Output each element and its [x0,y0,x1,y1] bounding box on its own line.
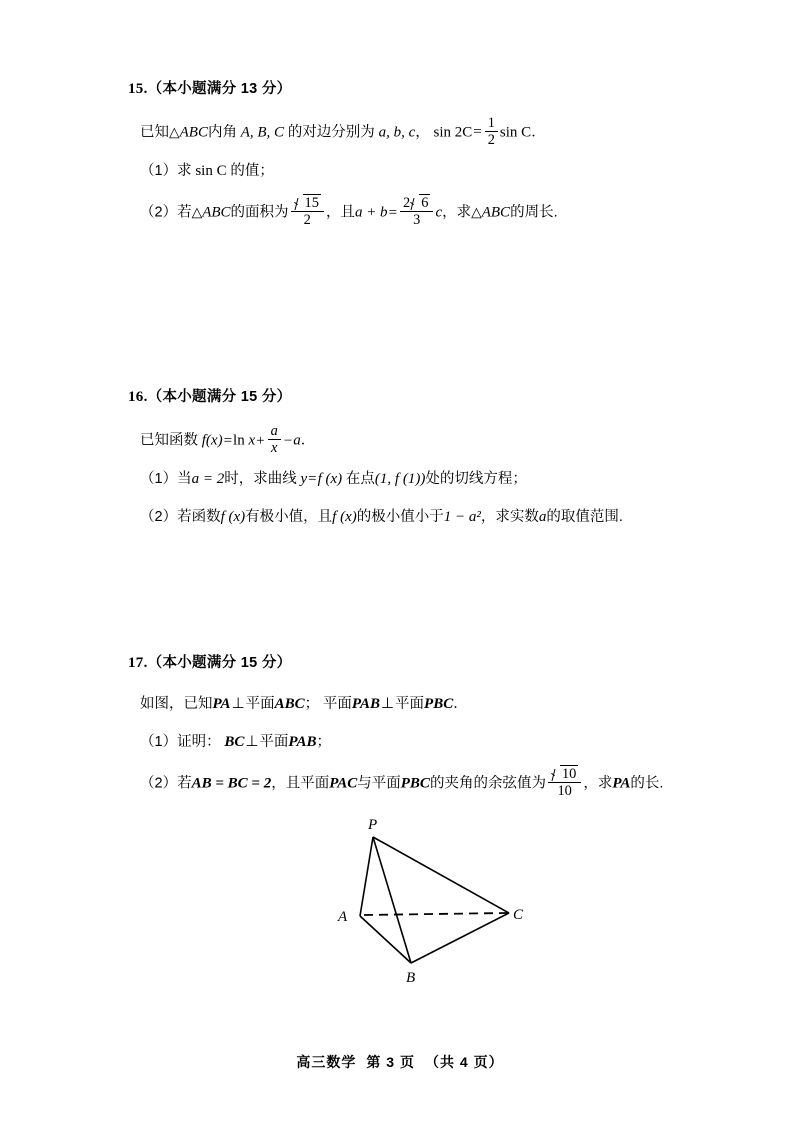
problem-16 [128,386,688,532]
p16-part1-zh3: 在点 [345,471,375,488]
footer-page-label: 第 3 页 [366,1054,415,1070]
p16-f: f [201,432,206,449]
p17-plane1: 平面 [245,696,275,712]
p15-area-num [291,194,324,211]
p17-part2-zh4: 的夹角的余弦值为 [429,775,546,792]
p15-part1-zh2: 的值； [230,163,274,179]
p17-part2-pac: PAC [329,775,358,792]
p15-area-fraction [291,194,324,228]
p16-part2-zh2: 有极小值，且 [245,509,333,526]
p15-ratio-radicand: 6 [421,195,429,211]
p15-stem-zh1: 已知 [140,124,169,141]
tetrahedron-PABC-figure [128,815,688,995]
problem-16-header [128,386,688,409]
problem-15-part-1 [128,156,688,186]
p16-part2-zh4: ，求实数 [480,509,539,526]
p17-cos-num [548,765,581,782]
vertex-label-B: B [406,970,416,987]
p17-part1-pab: PAB [288,734,317,750]
p17-part1-perp: ⊥ [245,734,259,750]
p15-stem-zh3: 的对边分别为 [287,124,375,141]
p16-part1-zh2: 时，求曲线 [224,471,297,488]
p15-ratio-den: 3 [400,211,433,228]
p15-half-fraction [485,115,498,148]
p15-angles: A, B, C [240,124,285,141]
p16-part1-fx: f (x) [317,471,343,488]
sqrt-icon-6 [410,194,430,211]
problem-15 [128,78,688,228]
edge-AC-dashed [364,913,507,915]
p15-sides: a, b, c [378,124,416,141]
footer-subject: 高三数学 [296,1054,357,1070]
p15-part2-abc: ABC [202,204,231,221]
p15-ratio-fraction [400,194,433,228]
problem-15-stem [128,115,688,148]
p15-ratio-num [400,194,433,211]
problem-15-header [128,78,688,101]
p16-part1-point: (1, f (1)) [374,471,426,488]
p15-part1-expr: sin C [195,163,227,179]
p15-period: ． [531,124,546,141]
problem-15-score: （本小题满分 13 分） [147,81,292,97]
p16-a-over-x [268,423,281,456]
p15-part2-label: （2） [140,204,178,221]
p15-sin2c: sin 2C [433,124,473,141]
p16-frac-num: a [270,423,278,439]
p17-part1-plane: 平面 [259,734,289,750]
p15-stem-zh2: 内角 [207,124,237,141]
p16-part1-label: （1） [140,471,178,488]
vertex-label-P: P [368,817,378,834]
p15-part2-zh2: 的面积为 [230,204,289,221]
p16-ln: ln [233,432,245,449]
geometry-figure-container [128,815,688,995]
p17-part1-label: （1） [140,734,178,750]
spacer-after-15 [128,236,688,386]
p16-part2-expr: 1 − a² [443,509,481,526]
sqrt-icon-15 [294,194,321,211]
vertex-label-A: A [338,909,348,926]
p15-a-plus-b: a + b [354,204,388,221]
p17-part2-zh3: 与平面 [357,775,401,792]
page-footer [0,1052,800,1072]
p17-part2-zh2: ，且平面 [271,775,330,792]
p17-part2-pa: PA [612,775,631,792]
edge-PC [373,837,509,913]
p15-half-den: 2 [485,131,498,148]
p17-cos-radicand: 10 [561,766,577,782]
p17-perp2: ⊥ [380,696,395,712]
p16-stem-zh: 已知函数 [140,432,198,449]
p17-part2-zh5: ，求 [583,775,613,792]
spacer-after-16 [128,540,688,652]
problem-16-number: 16. [128,389,148,406]
p16-part2-fx1: f (x) [220,509,246,526]
problem-17-score: （本小题满分 15 分） [147,655,292,672]
p17-pbc: PBC [424,696,454,712]
p17-plane3: 平面 [395,696,425,712]
p15-comma1: ， [415,124,430,141]
p16-x-arg: (x) [205,432,223,449]
p17-stem-zh1: 如图，已知 [140,696,213,712]
p15-part1-zh1: 求 [177,163,192,179]
p16-plus: + [256,432,265,449]
sqrt-icon-10 [551,765,578,782]
p15-ratio-2: 2 [403,195,411,211]
p17-part2-zh1: 若 [177,775,192,792]
p16-part2-a: a [538,509,547,526]
p16-part2-zh1: 若函数 [177,509,221,526]
p15-part2-tri: △ [191,204,203,221]
p17-pa: PA [212,696,231,712]
p15-part2-abc2: ABC [481,204,511,221]
p16-part2-zh3: 的极小值小于 [356,509,444,526]
p17-abc: ABC [274,696,305,712]
p15-eq2: = [388,204,398,221]
edge-PA [360,837,373,916]
p17-perp1: ⊥ [231,696,245,712]
p17-part2-zh6: 的长. [630,775,664,792]
problem-15-part-2 [128,194,688,228]
problem-17-header [128,652,688,675]
p15-triangle-sym: △ [169,124,180,141]
footer-page-total: （共 4 页） [425,1054,504,1070]
p16-a: a [293,432,301,449]
p15-half-num: 1 [487,114,495,131]
p16-part1-zh4: 处的切线方程； [425,471,527,488]
problem-16-score: （本小题满分 15 分） [147,389,292,406]
problem-15-number: 15. [128,81,148,97]
p15-area-radicand: 15 [304,195,319,211]
p16-part2-fx2: f (x) [332,509,357,526]
problem-16-part-2 [128,502,688,532]
p16-part1-zh1: 当 [177,471,192,488]
page-content [128,78,688,995]
problem-16-stem [128,423,688,456]
p15-part2-tri2: △ [471,204,482,221]
problem-17-part-2 [128,765,688,799]
p16-y: y [300,471,308,488]
p15-sinc: sin C [499,124,532,141]
p15-part1-label: （1） [140,163,178,179]
p17-part2-label: （2） [140,775,178,792]
p15-abc: ABC [179,124,208,141]
edge-BC [411,913,509,963]
problem-16-part-1 [128,464,688,494]
p15-part2-zh1: 若 [177,204,192,221]
p17-part1-semi: ； [316,734,331,750]
p17-part2-pbc: PBC [400,775,430,792]
p16-part2-label: （2） [140,509,178,526]
problem-17 [128,652,688,995]
p17-period: ． [453,696,468,712]
p15-part2-zh5: 的周长. [510,204,558,221]
p17-part1-bc: BC [224,734,245,750]
p16-part2-zh5: 的取值范围. [546,509,623,526]
problem-17-number: 17. [128,655,148,672]
problem-17-part-1 [128,727,688,757]
p16-minus: − [283,432,293,449]
problem-17-stem [128,689,688,719]
p16-frac-den: x [268,439,281,456]
p16-a-equals-2: a = 2 [191,471,225,488]
p15-area-den: 2 [291,211,324,228]
p16-varx: x [248,432,256,449]
p15-c: c [435,204,443,221]
p17-part2-eq: AB = BC = 2 [191,775,272,792]
p16-period: ． [300,432,316,449]
p16-part1-eq: = [308,471,317,488]
p17-plane2: 平面 [322,696,352,712]
p17-cos-den: 10 [548,782,581,799]
p15-part2-zh3: ，且 [325,204,355,221]
p17-part1-zh: 证明： [177,734,221,750]
p15-eq1: = [473,124,482,141]
p17-pab: PAB [351,696,380,712]
p16-eq: = [223,432,233,449]
p17-semicolon: ； [304,696,320,712]
p17-cos-fraction [548,765,581,799]
vertex-label-C: C [513,907,524,924]
p15-part2-zh4: ，求 [442,204,472,221]
